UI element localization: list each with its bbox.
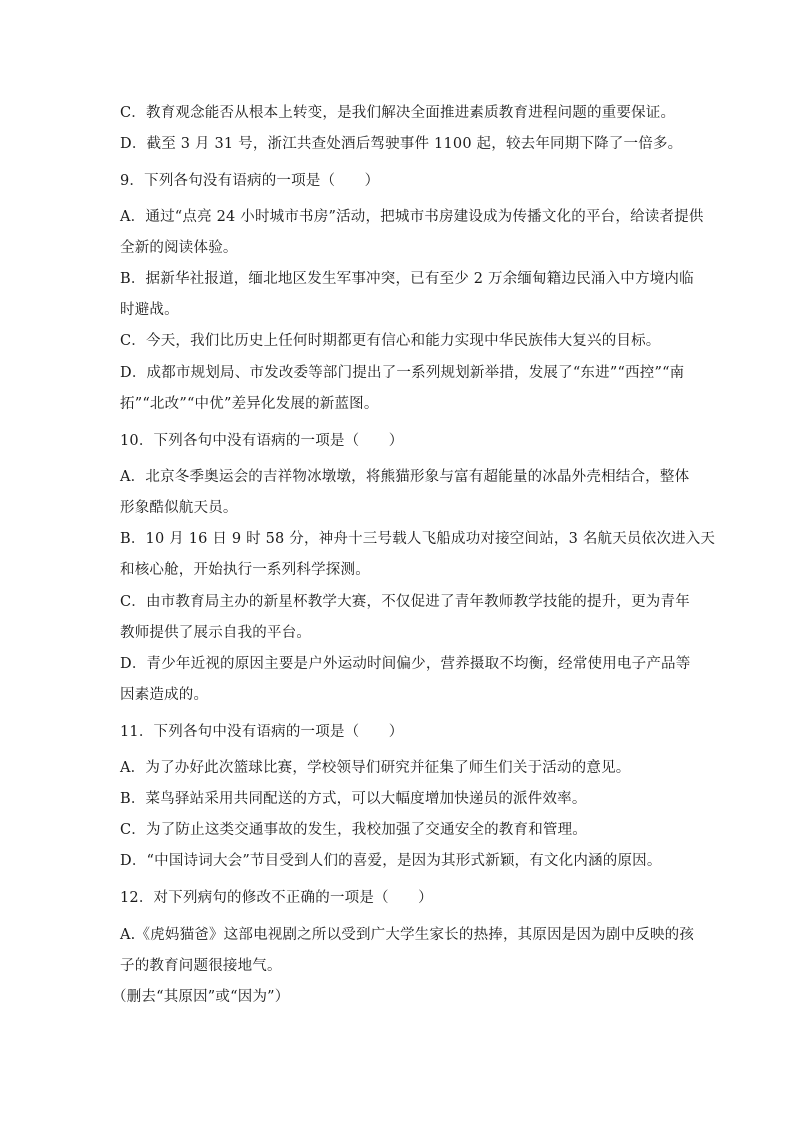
option-c-q10-cont: 教师提供了展示自我的平台。 (120, 625, 312, 641)
option-a-q9: A．通过“点亮 24 小时城市书房”活动，把城市书房建设成为传播文化的平台，给读者提供 (120, 209, 704, 225)
question-12-stem: 12．对下列病句的修改不正确的一项是（ ） (120, 890, 433, 906)
option-b-q9: B．据新华社报道，缅北地区发生军事冲突，已有至少 2 万余缅甸籍边民涌入中方境内临 (120, 271, 694, 287)
question-11-stem: 11．下列各句中没有语病的一项是（ ） (120, 724, 404, 740)
option-a-q12: A.《虎妈猫爸》这部电视剧之所以受到广大学生家长的热捧，其原因是因为剧中反映的孩 (120, 927, 695, 943)
option-a-q12-revision: （删去“其原因”或“因为”） (112, 989, 290, 1005)
option-d-q10: D．青少年近视的原因主要是户外运动时间偏少，营养摄取不均衡，经常使用电子产品等 (120, 656, 691, 672)
option-a-q10-cont: 形象酷似航天员。 (120, 500, 238, 516)
option-d-q9: D．成都市规划局、市发改委等部门提出了一系列规划新举措，发展了“东进”“西控”“南 (120, 365, 685, 381)
option-d-q8: D．截至 3 月 31 号，浙江共查处酒后驾驶事件 1100 起，较去年同期下降了一倍多。 (120, 136, 683, 152)
option-b-q10: B．10 月 16 日 9 时 58 分，神舟十三号载人飞船成功对接空间站，3 名航天员依次进入天 (120, 531, 716, 547)
option-d-q10-cont: 因素造成的。 (120, 687, 209, 703)
option-c-q9: C．今天，我们比历史上任何时期都更有信心和能力实现中华民族伟大复兴的目标。 (120, 333, 661, 349)
option-a-q10: A．北京冬季奥运会的吉祥物冰墩墩，将熊猫形象与富有超能量的冰晶外壳相结合，整体 (120, 469, 690, 485)
option-d-q11: D．“中国诗词大会”节目受到人们的喜爱，是因为其形式新颖，有文化内涵的原因。 (120, 853, 662, 869)
option-c-q11: C．为了防止这类交通事故的发生，我校加强了交通安全的教育和管理。 (120, 822, 587, 838)
option-b-q11: B．菜鸟驿站采用共同配送的方式，可以大幅度增加快递员的派件效率。 (120, 791, 587, 807)
option-b-q10-cont: 和核心舱，开始执行一系列科学探测。 (120, 562, 370, 578)
question-10-stem: 10．下列各句中没有语病的一项是（ ） (120, 433, 404, 449)
option-d-q9-cont: 拓”“北改”“中优”差异化发展的新蓝图。 (120, 396, 379, 412)
option-c-q8: C．教育观念能否从根本上转变，是我们解决全面推进素质教育进程问题的重要保证。 (120, 105, 676, 121)
option-a-q12-cont: 子的教育问题很接地气。 (120, 958, 282, 974)
option-c-q10: C．由市教育局主办的新星杯教学大赛，不仅促进了青年教师教学技能的提升，更为青年 (120, 594, 690, 610)
option-a-q9-cont: 全新的阅读体验。 (120, 240, 238, 256)
question-9-stem: 9．下列各句没有语病的一项是（ ） (120, 173, 380, 189)
option-a-q11: A．为了办好此次篮球比赛，学校领导们研究并征集了师生们关于活动的意见。 (120, 760, 631, 776)
option-b-q9-cont: 时避战。 (120, 302, 179, 318)
